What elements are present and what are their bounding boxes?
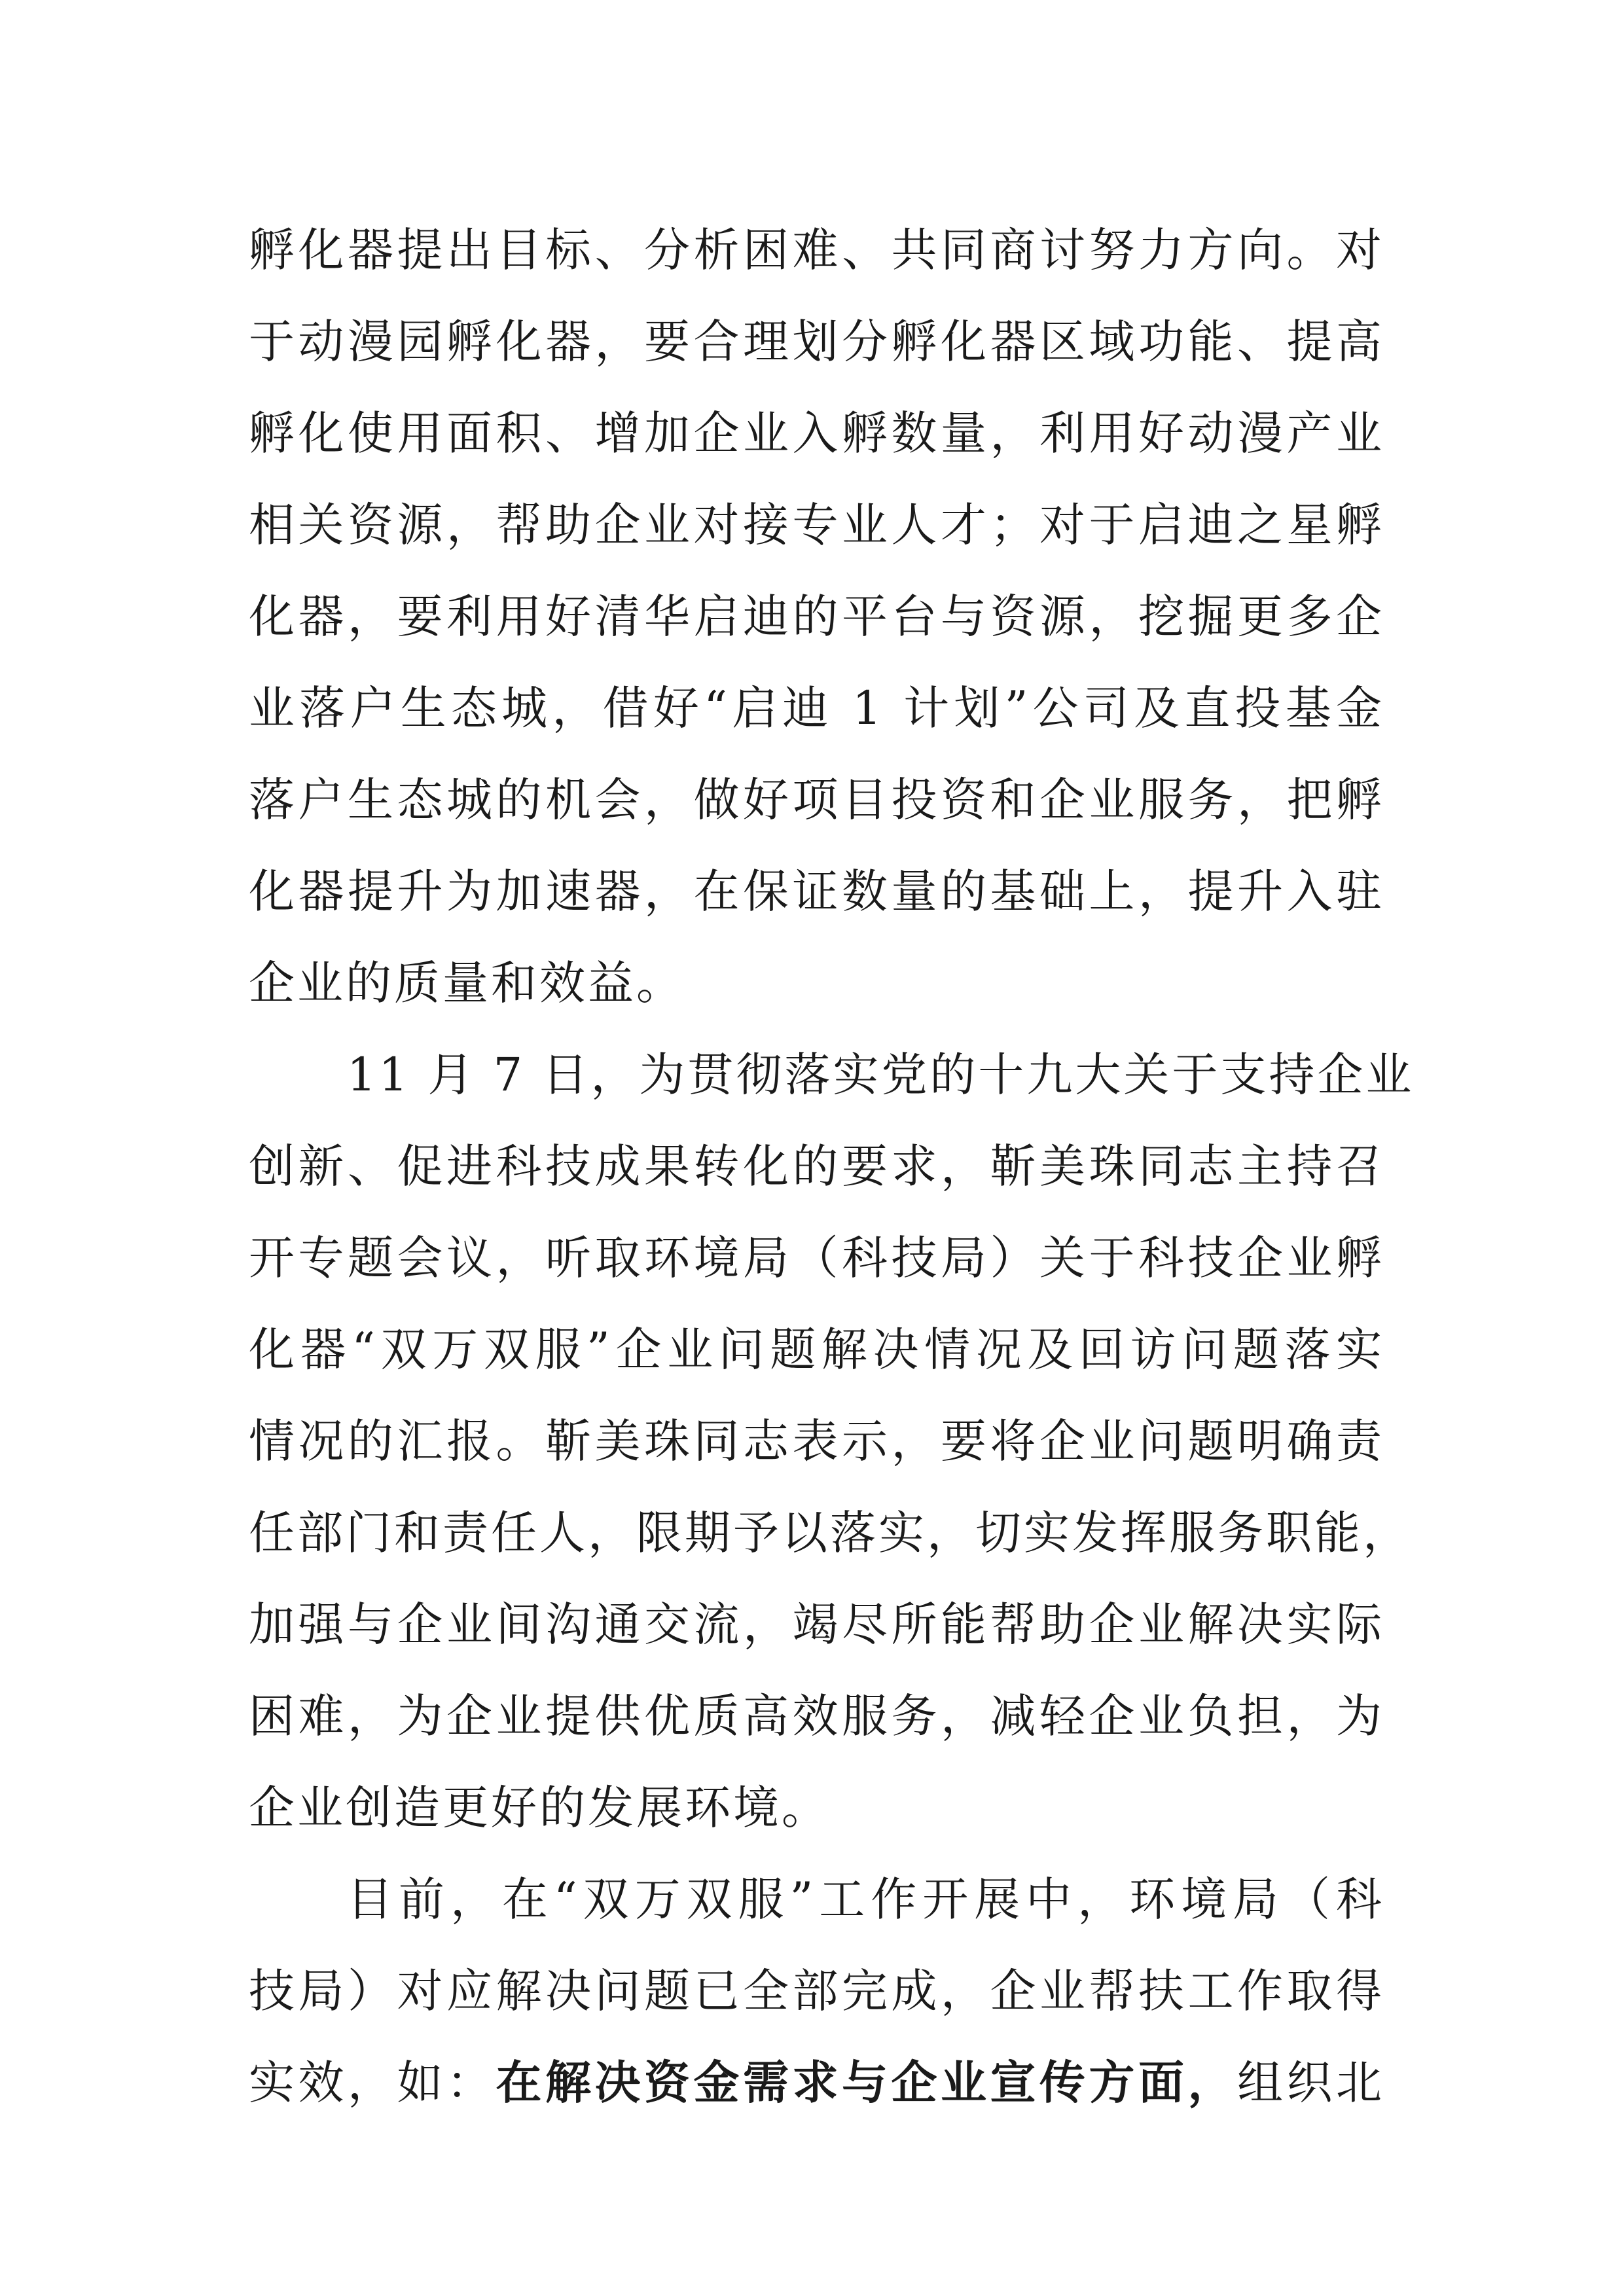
text-line: 目前，在“双万双服”工作开展中，环境局（科 bbox=[347, 1873, 1384, 1926]
text-line: 化器提升为加速器，在保证数量的基础上，提升入驻 bbox=[249, 865, 1384, 918]
text-line: 相关资源，帮助企业对接专业人才；对于启迪之星孵 bbox=[249, 498, 1384, 552]
text-line: 孵化使用面积、增加企业入孵数量，利用好动漫产业 bbox=[249, 406, 1384, 460]
text-line: 开专题会议，听取环境局（科技局）关于科技企业孵 bbox=[249, 1231, 1384, 1285]
text-line: 技局）对应解决问题已全部完成，企业帮扶工作取得 bbox=[249, 1964, 1384, 2018]
text-line: 业落户生态城，借好“启迪 1 计划”公司及直投基金 bbox=[249, 681, 1384, 735]
bold-heading-run: 在解决资金需求与企业宣传方面， bbox=[496, 2055, 1237, 2109]
text-line: 化器“双万双服”企业问题解决情况及回访问题落实 bbox=[249, 1323, 1384, 1376]
text-line: 情况的汇报。靳美珠同志表示，要将企业问题明确责 bbox=[249, 1414, 1384, 1468]
text-line: 化器，要利用好清华启迪的平台与资源，挖掘更多企 bbox=[249, 590, 1384, 643]
text-line: 创新、促进科技成果转化的要求，靳美珠同志主持召 bbox=[249, 1139, 1384, 1193]
text-run: 组织北 bbox=[1237, 2056, 1384, 2109]
text-line: 于动漫园孵化器，要合理划分孵化器区域功能、提高 bbox=[249, 315, 1384, 368]
text-run: 实效，如： bbox=[249, 2056, 496, 2109]
text-line-mixed bbox=[249, 2043, 1384, 2122]
text-line: 企业的质量和效益。 bbox=[249, 956, 685, 1010]
text-line: 困难，为企业提供优质高效服务，减轻企业负担，为 bbox=[249, 1689, 1384, 1743]
text-line: 企业创造更好的发展环境。 bbox=[249, 1781, 830, 1835]
text-line: 孵化器提出目标、分析困难、共同商讨努力方向。对 bbox=[249, 223, 1384, 277]
text-line: 11 月 7 日，为贯彻落实党的十九大关于支持企业 bbox=[347, 1048, 1415, 1102]
text-line: 任部门和责任人，限期予以落实，切实发挥服务职能， bbox=[249, 1506, 1411, 1560]
text-line: 加强与企业间沟通交流，竭尽所能帮助企业解决实际 bbox=[249, 1598, 1384, 1651]
text-line: 落户生态城的机会，做好项目投资和企业服务，把孵 bbox=[249, 773, 1384, 827]
